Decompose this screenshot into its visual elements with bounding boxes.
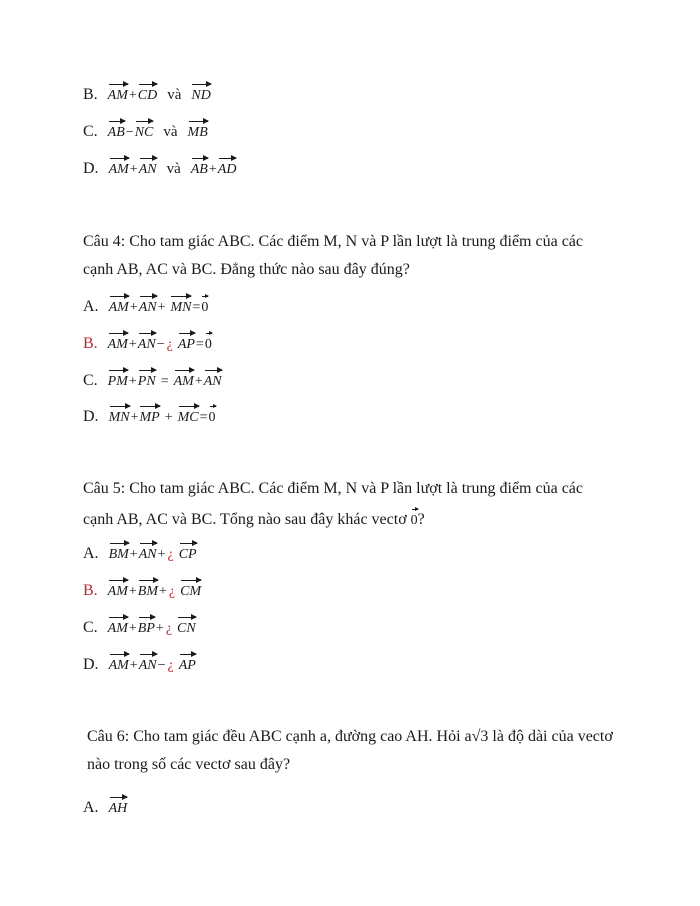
vector-nd: ND [191, 82, 210, 106]
vector-am: AM [109, 652, 129, 676]
vector-mn: MN [170, 294, 191, 318]
q3-option-c [83, 119, 208, 143]
vector-am: AM [108, 615, 128, 639]
vector-am: AM [109, 294, 129, 318]
q4-stem-line2: cạnh AB, AC và BC. Đẳng thức nào sau đây đúng? [83, 261, 410, 278]
vector-bp: BP [138, 615, 155, 639]
plus-sign: + [208, 162, 217, 177]
q4-option-d: D. MN+ MP + MC= 0 [83, 404, 216, 428]
vector-mp: MP [139, 404, 159, 428]
zero-vector: 0 [205, 331, 212, 355]
vector-am: AM [108, 578, 128, 602]
option-letter: A. [83, 799, 99, 816]
vector-mn: MN [109, 404, 130, 428]
option-letter: D. [83, 408, 99, 425]
and-word: và [167, 87, 182, 103]
q5-stem-line2: cạnh AB, AC và BC. Tổng nào sau đây khác vectơ 0? [83, 507, 425, 531]
option-letter: B. [83, 86, 98, 103]
and-word: và [163, 124, 178, 140]
vector-cd: CD [138, 82, 157, 106]
vector-am: AM [174, 368, 194, 392]
vector-ab: AB [191, 156, 208, 180]
vector-ah: AH [109, 795, 128, 819]
q6-stem-line1: Câu 6: Cho tam giác đều ABC cạnh a, đường cao AH. Hỏi a√3 là độ dài của vectơ [87, 728, 613, 745]
option-letter: C. [83, 123, 98, 140]
plus-sign: + [128, 88, 137, 103]
option-letter: A. [83, 545, 99, 562]
vector-ad: AD [218, 156, 237, 180]
vector-mb: MB [188, 119, 208, 143]
vector-pm: PM [108, 368, 128, 392]
vector-bm: BM [138, 578, 158, 602]
q5-option-d: D. AM+ AN− ¿ AP [83, 652, 196, 676]
q5-stem-line1: Câu 5: Cho tam giác ABC. Các điểm M, N và P lần lượt là trung điểm của các [83, 480, 583, 497]
q6-option-a [83, 795, 127, 819]
and-word: và [166, 161, 181, 177]
vector-an: AN [139, 156, 157, 180]
vector-an: AN [139, 652, 157, 676]
q4-option-a: A. AM+ AN+ MN= 0 [83, 294, 208, 318]
q6-stem-line2: nào trong số các vectơ sau đây? [87, 756, 291, 773]
vector-cm: CM [180, 578, 201, 602]
plus-sign: + [129, 162, 138, 177]
option-letter: A. [83, 298, 99, 315]
vector-cp: CP [179, 541, 197, 565]
vector-cn: CN [177, 615, 196, 639]
q5-option-c: C. AM+ BP+ ¿ CN [83, 615, 196, 639]
zero-vector: 0 [209, 404, 216, 428]
option-letter: B. [83, 335, 98, 352]
q5-option-a: A. BM+ AN+ ¿ CP [83, 541, 197, 565]
vector-ap: AP [178, 331, 195, 355]
q4-option-c: C. PM+ PN = AM+ AN [83, 368, 222, 392]
zero-vector: 0 [201, 294, 208, 318]
vector-bm: BM [109, 541, 129, 565]
minus-sign: − [125, 125, 134, 140]
q3-option-d [83, 156, 236, 180]
vector-am: AM [109, 156, 129, 180]
q5-option-b-answer: B. AM+ BM+ ¿ CM [83, 578, 201, 602]
vector-ab: AB [108, 119, 125, 143]
vector-an: AN [139, 541, 157, 565]
option-letter: C. [83, 372, 98, 389]
vector-nc: NC [135, 119, 154, 143]
vector-pn: PN [138, 368, 156, 392]
q4-stem-line1: Câu 4: Cho tam giác ABC. Các điểm M, N và P lần lượt là trung điểm của các [83, 233, 583, 250]
option-letter: D. [83, 656, 99, 673]
option-letter: D. [83, 160, 99, 177]
vector-ap: AP [179, 652, 196, 676]
vector-an: AN [139, 294, 157, 318]
vector-mc: MC [178, 404, 199, 428]
vector-an: AN [204, 368, 222, 392]
vector-am: AM [108, 331, 128, 355]
option-letter: C. [83, 619, 98, 636]
vector-an: AN [138, 331, 156, 355]
q4-option-b-answer: B. AM+ AN− ¿ AP= 0 [83, 331, 212, 355]
vector-am: AM [108, 82, 128, 106]
q3-option-b [83, 82, 211, 106]
option-letter: B. [83, 582, 98, 599]
zero-vector: 0 [411, 507, 418, 531]
